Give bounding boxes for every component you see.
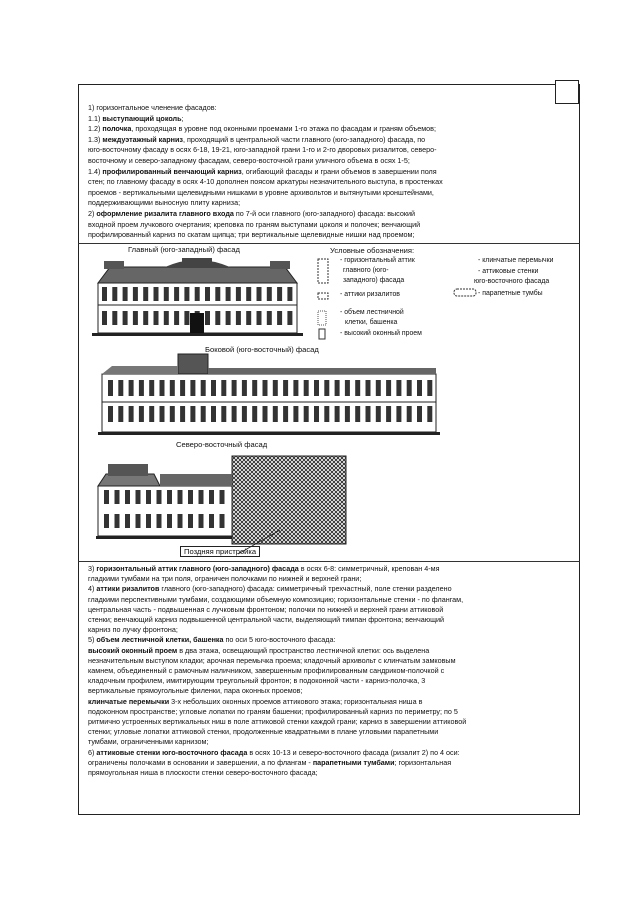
window-shape bbox=[236, 287, 241, 301]
window-shape bbox=[164, 311, 169, 325]
bold-run: высокий оконный проем bbox=[88, 645, 178, 655]
bold-run: аттиковые стенки юго-восточного фасада bbox=[96, 747, 248, 757]
text-run: стенки; угловые лопатки аттиковой стенки, продолженные квадратными в плане угловыми парапетными bbox=[88, 727, 439, 737]
divider-top bbox=[78, 243, 580, 244]
bold-run: объем лестничной клетки, башенка bbox=[96, 635, 224, 645]
top-text-line bbox=[88, 220, 420, 229]
text-run: по оси 5 юго-восточного фасада: bbox=[223, 635, 336, 645]
text-run: гладкими тумбами на три поля, ограничен полочками по нижней и верхней грани; bbox=[88, 574, 362, 584]
window-shape bbox=[376, 406, 381, 422]
window-shape bbox=[123, 311, 128, 325]
window-shape bbox=[345, 380, 350, 396]
window-shape bbox=[221, 380, 226, 396]
window-shape bbox=[167, 514, 172, 528]
window-shape bbox=[133, 287, 138, 301]
text-run: 3) bbox=[88, 564, 97, 573]
bottom-text-line bbox=[88, 727, 438, 736]
legend-left-5: клетки, башенка bbox=[345, 319, 398, 326]
window-shape bbox=[293, 406, 298, 422]
top-text-line bbox=[88, 114, 184, 123]
window-shape bbox=[160, 380, 165, 396]
bold-run: междуэтажный карниз bbox=[102, 134, 183, 144]
window-shape bbox=[345, 406, 350, 422]
window-shape bbox=[273, 380, 278, 396]
window-shape bbox=[355, 406, 360, 422]
window-shape bbox=[170, 406, 175, 422]
text-run: , огибающий фасады и грани объемов в завершении поля bbox=[241, 166, 437, 176]
window-shape bbox=[146, 490, 151, 504]
window-shape bbox=[125, 514, 130, 528]
text-run: центральная часть - подвышенная с лучковым фронтоном; полочки по нижней и верхней грани аттиковой bbox=[88, 604, 444, 614]
text-run: вертикальные прямоугольные филенки, пара оконных проемов; bbox=[88, 686, 303, 696]
text-run: в осях 10-13 и северо-восточного фасада (ризалит 2) по 4 оси: bbox=[247, 747, 460, 757]
window-shape bbox=[184, 311, 189, 325]
window-shape bbox=[190, 406, 195, 422]
window-shape bbox=[209, 490, 214, 504]
bottom-text-line bbox=[88, 646, 429, 655]
window-shape bbox=[335, 406, 340, 422]
window-shape bbox=[188, 514, 193, 528]
main-facade-title: Главный (юго-западный) фасад bbox=[128, 245, 240, 254]
window-shape bbox=[164, 287, 169, 301]
window-shape bbox=[211, 380, 216, 396]
text-run: ; bbox=[181, 113, 184, 123]
window-shape bbox=[108, 406, 113, 422]
top-text-line bbox=[88, 156, 410, 165]
window-shape bbox=[139, 406, 144, 422]
text-run: 1.2) bbox=[88, 124, 103, 134]
window-shape bbox=[407, 380, 412, 396]
window-shape bbox=[267, 287, 272, 301]
text-run: 5) bbox=[88, 635, 97, 645]
window-shape bbox=[324, 406, 329, 422]
text-run: главного (юго-западного) фасада: симметричный трехчастный, поле стенки разделено bbox=[159, 584, 452, 594]
window-shape bbox=[226, 311, 231, 325]
window-shape bbox=[252, 380, 257, 396]
window-shape bbox=[283, 380, 288, 396]
text-run: в осях 6-8: симметричный, крепован 4-мя bbox=[298, 564, 440, 573]
window-shape bbox=[174, 311, 179, 325]
window-shape bbox=[366, 380, 371, 396]
window-shape bbox=[115, 490, 120, 504]
window-shape bbox=[129, 406, 134, 422]
window-shape bbox=[209, 514, 214, 528]
window-shape bbox=[178, 490, 183, 504]
window-shape bbox=[136, 514, 141, 528]
text-run: стенки; венчающий карниз подвышенной центральной части, выделяющий тимпан фронтона; венчающий bbox=[88, 615, 445, 624]
legend-right-1: - аттиковые стенки bbox=[478, 268, 539, 275]
window-shape bbox=[287, 311, 292, 325]
window-shape bbox=[180, 380, 185, 396]
text-run: восточному и северо-западному фасадам, северо-восточной грани уличного объема в осях 1-5; bbox=[88, 156, 410, 165]
text-run: 2) bbox=[88, 209, 97, 218]
window-shape bbox=[174, 287, 179, 301]
bottom-text-line bbox=[88, 676, 425, 685]
window-shape bbox=[221, 406, 226, 422]
window-shape bbox=[366, 406, 371, 422]
window-shape bbox=[201, 406, 206, 422]
bottom-text-line bbox=[88, 768, 318, 777]
window-shape bbox=[304, 406, 309, 422]
window-shape bbox=[355, 380, 360, 396]
text-run: 1.3) bbox=[88, 134, 103, 144]
window-shape bbox=[180, 406, 185, 422]
window-shape bbox=[215, 311, 220, 325]
window-shape bbox=[143, 287, 148, 301]
bottom-text-line bbox=[88, 625, 178, 634]
top-text-line bbox=[88, 198, 240, 207]
text-run: подоконном пространстве; угловые лопатки по граням башенки; профилированный карниз по периметру; по 5 bbox=[88, 706, 458, 716]
window-shape bbox=[160, 406, 165, 422]
bold-run: аттики ризалитов bbox=[96, 584, 160, 594]
window-shape bbox=[335, 380, 340, 396]
window-shape bbox=[205, 311, 210, 325]
window-shape bbox=[102, 311, 107, 325]
window-shape bbox=[236, 311, 241, 325]
window-shape bbox=[287, 287, 292, 301]
bottom-text-line bbox=[88, 666, 444, 675]
top-text-line bbox=[88, 230, 414, 239]
text-run: 4) bbox=[88, 584, 97, 594]
window-shape bbox=[386, 380, 391, 396]
bottom-text-line bbox=[88, 707, 458, 716]
window-shape bbox=[205, 287, 210, 301]
bold-run: выступающий цоколь bbox=[102, 113, 182, 123]
window-shape bbox=[407, 406, 412, 422]
window-shape bbox=[157, 490, 162, 504]
legend-left-3: - аттики ризалитов bbox=[340, 291, 400, 298]
bottom-text-line bbox=[88, 697, 422, 706]
text-run: 1.1) bbox=[88, 113, 103, 123]
window-shape bbox=[136, 490, 141, 504]
window-shape bbox=[157, 514, 162, 528]
window-shape bbox=[123, 287, 128, 301]
window-shape bbox=[257, 287, 262, 301]
top-text-line bbox=[88, 145, 437, 154]
window-shape bbox=[267, 311, 272, 325]
window-shape bbox=[146, 514, 151, 528]
text-run: кладочным профилем, имитирующим треугольный фронтон; в подоконной части - карниз-полочка, 3 bbox=[88, 676, 426, 686]
text-run: прямоугольная ниша в плоскости стенки северо-восточного фасада; bbox=[88, 768, 318, 777]
window-shape bbox=[149, 406, 154, 422]
window-shape bbox=[129, 380, 134, 396]
window-shape bbox=[118, 406, 123, 422]
text-run: карниз по лучку фронтона; bbox=[88, 625, 178, 635]
window-shape bbox=[246, 311, 251, 325]
legend-right-0: - клинчатые перемычки bbox=[478, 257, 554, 264]
side-facade-drawing bbox=[98, 352, 440, 436]
window-shape bbox=[386, 406, 391, 422]
legend-right-3: - парапетные тумбы bbox=[478, 290, 543, 297]
legend-title: Условные обозначения: bbox=[330, 246, 415, 255]
top-text-line bbox=[88, 124, 436, 133]
bold-run: профилированный венчающий карниз bbox=[102, 166, 242, 176]
bold-run: парапетными тумбами bbox=[312, 757, 395, 767]
window-shape bbox=[149, 380, 154, 396]
bottom-text-line bbox=[88, 584, 452, 593]
window-shape bbox=[263, 380, 268, 396]
bottom-text-line bbox=[88, 635, 335, 644]
window-shape bbox=[427, 380, 432, 396]
window-shape bbox=[427, 406, 432, 422]
bold-run: полочка bbox=[102, 124, 132, 134]
window-shape bbox=[304, 380, 309, 396]
window-shape bbox=[143, 311, 148, 325]
window-shape bbox=[167, 490, 172, 504]
window-shape bbox=[215, 287, 220, 301]
top-text-line bbox=[88, 103, 217, 112]
bottom-text-line bbox=[88, 564, 439, 573]
window-shape bbox=[112, 287, 117, 301]
top-text-line bbox=[88, 135, 425, 144]
top-text-line bbox=[88, 167, 437, 176]
window-shape bbox=[211, 406, 216, 422]
bottom-text-line bbox=[88, 686, 302, 695]
window-shape bbox=[277, 287, 282, 301]
window-shape bbox=[154, 287, 159, 301]
bottom-text-line bbox=[88, 595, 463, 604]
text-run: по 7-й оси главного (юго-западного) фасада: высокий bbox=[233, 209, 416, 218]
top-text-line bbox=[88, 209, 415, 218]
text-run: 1.4) bbox=[88, 166, 103, 176]
corner-stamp-box bbox=[555, 80, 579, 104]
window-shape bbox=[376, 380, 381, 396]
text-run: тумбами, ограниченными карнизом; bbox=[88, 737, 209, 747]
window-shape bbox=[324, 380, 329, 396]
text-run: стен; по главному фасаду в осях 4-10 дополнен поясом аркатуры незначительного выступа, в простенках bbox=[88, 177, 443, 187]
window-shape bbox=[115, 514, 120, 528]
window-shape bbox=[125, 490, 130, 504]
text-run: 3-х небольших оконных проемов аттикового этажа; горизонтальная ниша в bbox=[169, 696, 423, 706]
window-shape bbox=[104, 514, 109, 528]
window-shape bbox=[314, 380, 319, 396]
text-run: незначительным выступом кладки; арочная перемычка проема; кладочный архивольт с клинчатым замковым bbox=[88, 655, 456, 665]
window-shape bbox=[257, 311, 262, 325]
window-shape bbox=[170, 380, 175, 396]
bottom-text-line bbox=[88, 748, 460, 757]
legend-left-1: главного (юго- bbox=[343, 267, 389, 274]
top-text-line bbox=[88, 188, 434, 197]
legend-left-2: западного) фасада bbox=[343, 277, 405, 284]
window-shape bbox=[396, 406, 401, 422]
text-run: , проходящий в центральной части главного (юго-западного) фасада, по bbox=[182, 134, 426, 144]
window-shape bbox=[112, 311, 117, 325]
window-shape bbox=[252, 406, 257, 422]
text-run: 6) bbox=[88, 747, 97, 757]
window-shape bbox=[108, 380, 113, 396]
window-shape bbox=[199, 514, 204, 528]
text-run: профилированный карниз по скатам щипца; три вертикальные щелевидные нишки над проемом; bbox=[88, 230, 415, 240]
main-facade-drawing bbox=[90, 255, 305, 337]
ne-facade-drawing bbox=[96, 452, 348, 548]
text-run: поддерживающими выносную плиту карниза; bbox=[88, 198, 241, 208]
late-annex-label: Поздняя пристройка bbox=[180, 546, 260, 557]
window-shape bbox=[246, 287, 251, 301]
window-shape bbox=[314, 406, 319, 422]
window-shape bbox=[417, 406, 422, 422]
legend-left-6: - высокий оконный проем bbox=[340, 330, 422, 337]
window-shape bbox=[396, 380, 401, 396]
bold-run: оформление ризалита главного входа bbox=[96, 209, 234, 218]
text-run: , проходящая в уровне под оконными проемами 1-го этажа по фасадам и граням объемов; bbox=[131, 124, 436, 134]
window-shape bbox=[232, 406, 237, 422]
window-shape bbox=[199, 490, 204, 504]
divider-bottom bbox=[78, 561, 580, 562]
window-shape bbox=[133, 311, 138, 325]
text-run: камнем, объединенный с рамочным наличником, завершенным профилированным сандриком-полочкой с bbox=[88, 666, 445, 675]
text-run: ; горизонтальная bbox=[394, 757, 452, 767]
window-shape bbox=[226, 287, 231, 301]
window-shape bbox=[190, 380, 195, 396]
bottom-text-line bbox=[88, 574, 361, 583]
window-shape bbox=[139, 380, 144, 396]
bottom-text-line bbox=[88, 605, 443, 614]
window-shape bbox=[220, 514, 225, 528]
text-run: проемов - вертикальными щелевидными нишками в уровне архивольтов и вытянутыми кронштейнами, bbox=[88, 187, 434, 197]
bottom-text-line bbox=[88, 717, 466, 726]
window-shape bbox=[232, 380, 237, 396]
window-shape bbox=[242, 380, 247, 396]
window-shape bbox=[104, 490, 109, 504]
text-run: в два этажа, освещающий пространство лестничной клетки: ось выделена bbox=[177, 645, 430, 655]
window-shape bbox=[283, 406, 288, 422]
text-run: ритмично устроенных вертикальных ниш в поле аттиковой стенки каждой грани; карниз в завершении аттиковой bbox=[88, 717, 467, 726]
window-shape bbox=[273, 406, 278, 422]
bottom-text-line bbox=[88, 737, 208, 746]
window-shape bbox=[293, 380, 298, 396]
window-shape bbox=[184, 287, 189, 301]
bottom-text-line bbox=[88, 615, 444, 624]
legend-right-2: юго-восточного фасада bbox=[474, 278, 550, 285]
side-facade-title: Боковой (юго-восточный) фасад bbox=[205, 345, 319, 354]
window-shape bbox=[263, 406, 268, 422]
window-shape bbox=[195, 287, 200, 301]
window-shape bbox=[242, 406, 247, 422]
bold-run: горизонтальный аттик главного (юго-западного) фасада bbox=[96, 564, 299, 573]
ne-facade-title: Северо-восточный фасад bbox=[176, 440, 268, 449]
text-run: входной проем лучкового очертания; креповка по граням выступами цоколя и полочек; венчающий bbox=[88, 219, 421, 229]
legend-left-0: - горизонтальный аттик bbox=[340, 257, 415, 264]
text-run: 1) горизонтальное членение фасадов: bbox=[88, 103, 217, 112]
window-shape bbox=[154, 311, 159, 325]
bottom-text-line bbox=[88, 758, 451, 767]
window-shape bbox=[102, 287, 107, 301]
text-run: гладкими перспективными тумбами, создающими объемную композицию; горизонтальные стенки - по флангам, bbox=[88, 594, 464, 604]
window-shape bbox=[417, 380, 422, 396]
window-shape bbox=[188, 490, 193, 504]
legend-left-4: - объем лестничной bbox=[340, 309, 404, 316]
window-shape bbox=[201, 380, 206, 396]
text-run: ограничены полочками в основании и завершении, а по флангам - bbox=[88, 757, 313, 767]
bold-run: клинчатые перемычки bbox=[88, 696, 170, 706]
bottom-text-line bbox=[88, 656, 456, 665]
window-shape bbox=[220, 490, 225, 504]
window-shape bbox=[178, 514, 183, 528]
text-run: юго-восточному фасаду в осях 6-18, 19-21, юго-западной грани 1-го и 2-го дворовых ризалитов, северо- bbox=[88, 145, 437, 155]
top-text-line bbox=[88, 177, 443, 186]
window-shape bbox=[277, 311, 282, 325]
window-shape bbox=[118, 380, 123, 396]
